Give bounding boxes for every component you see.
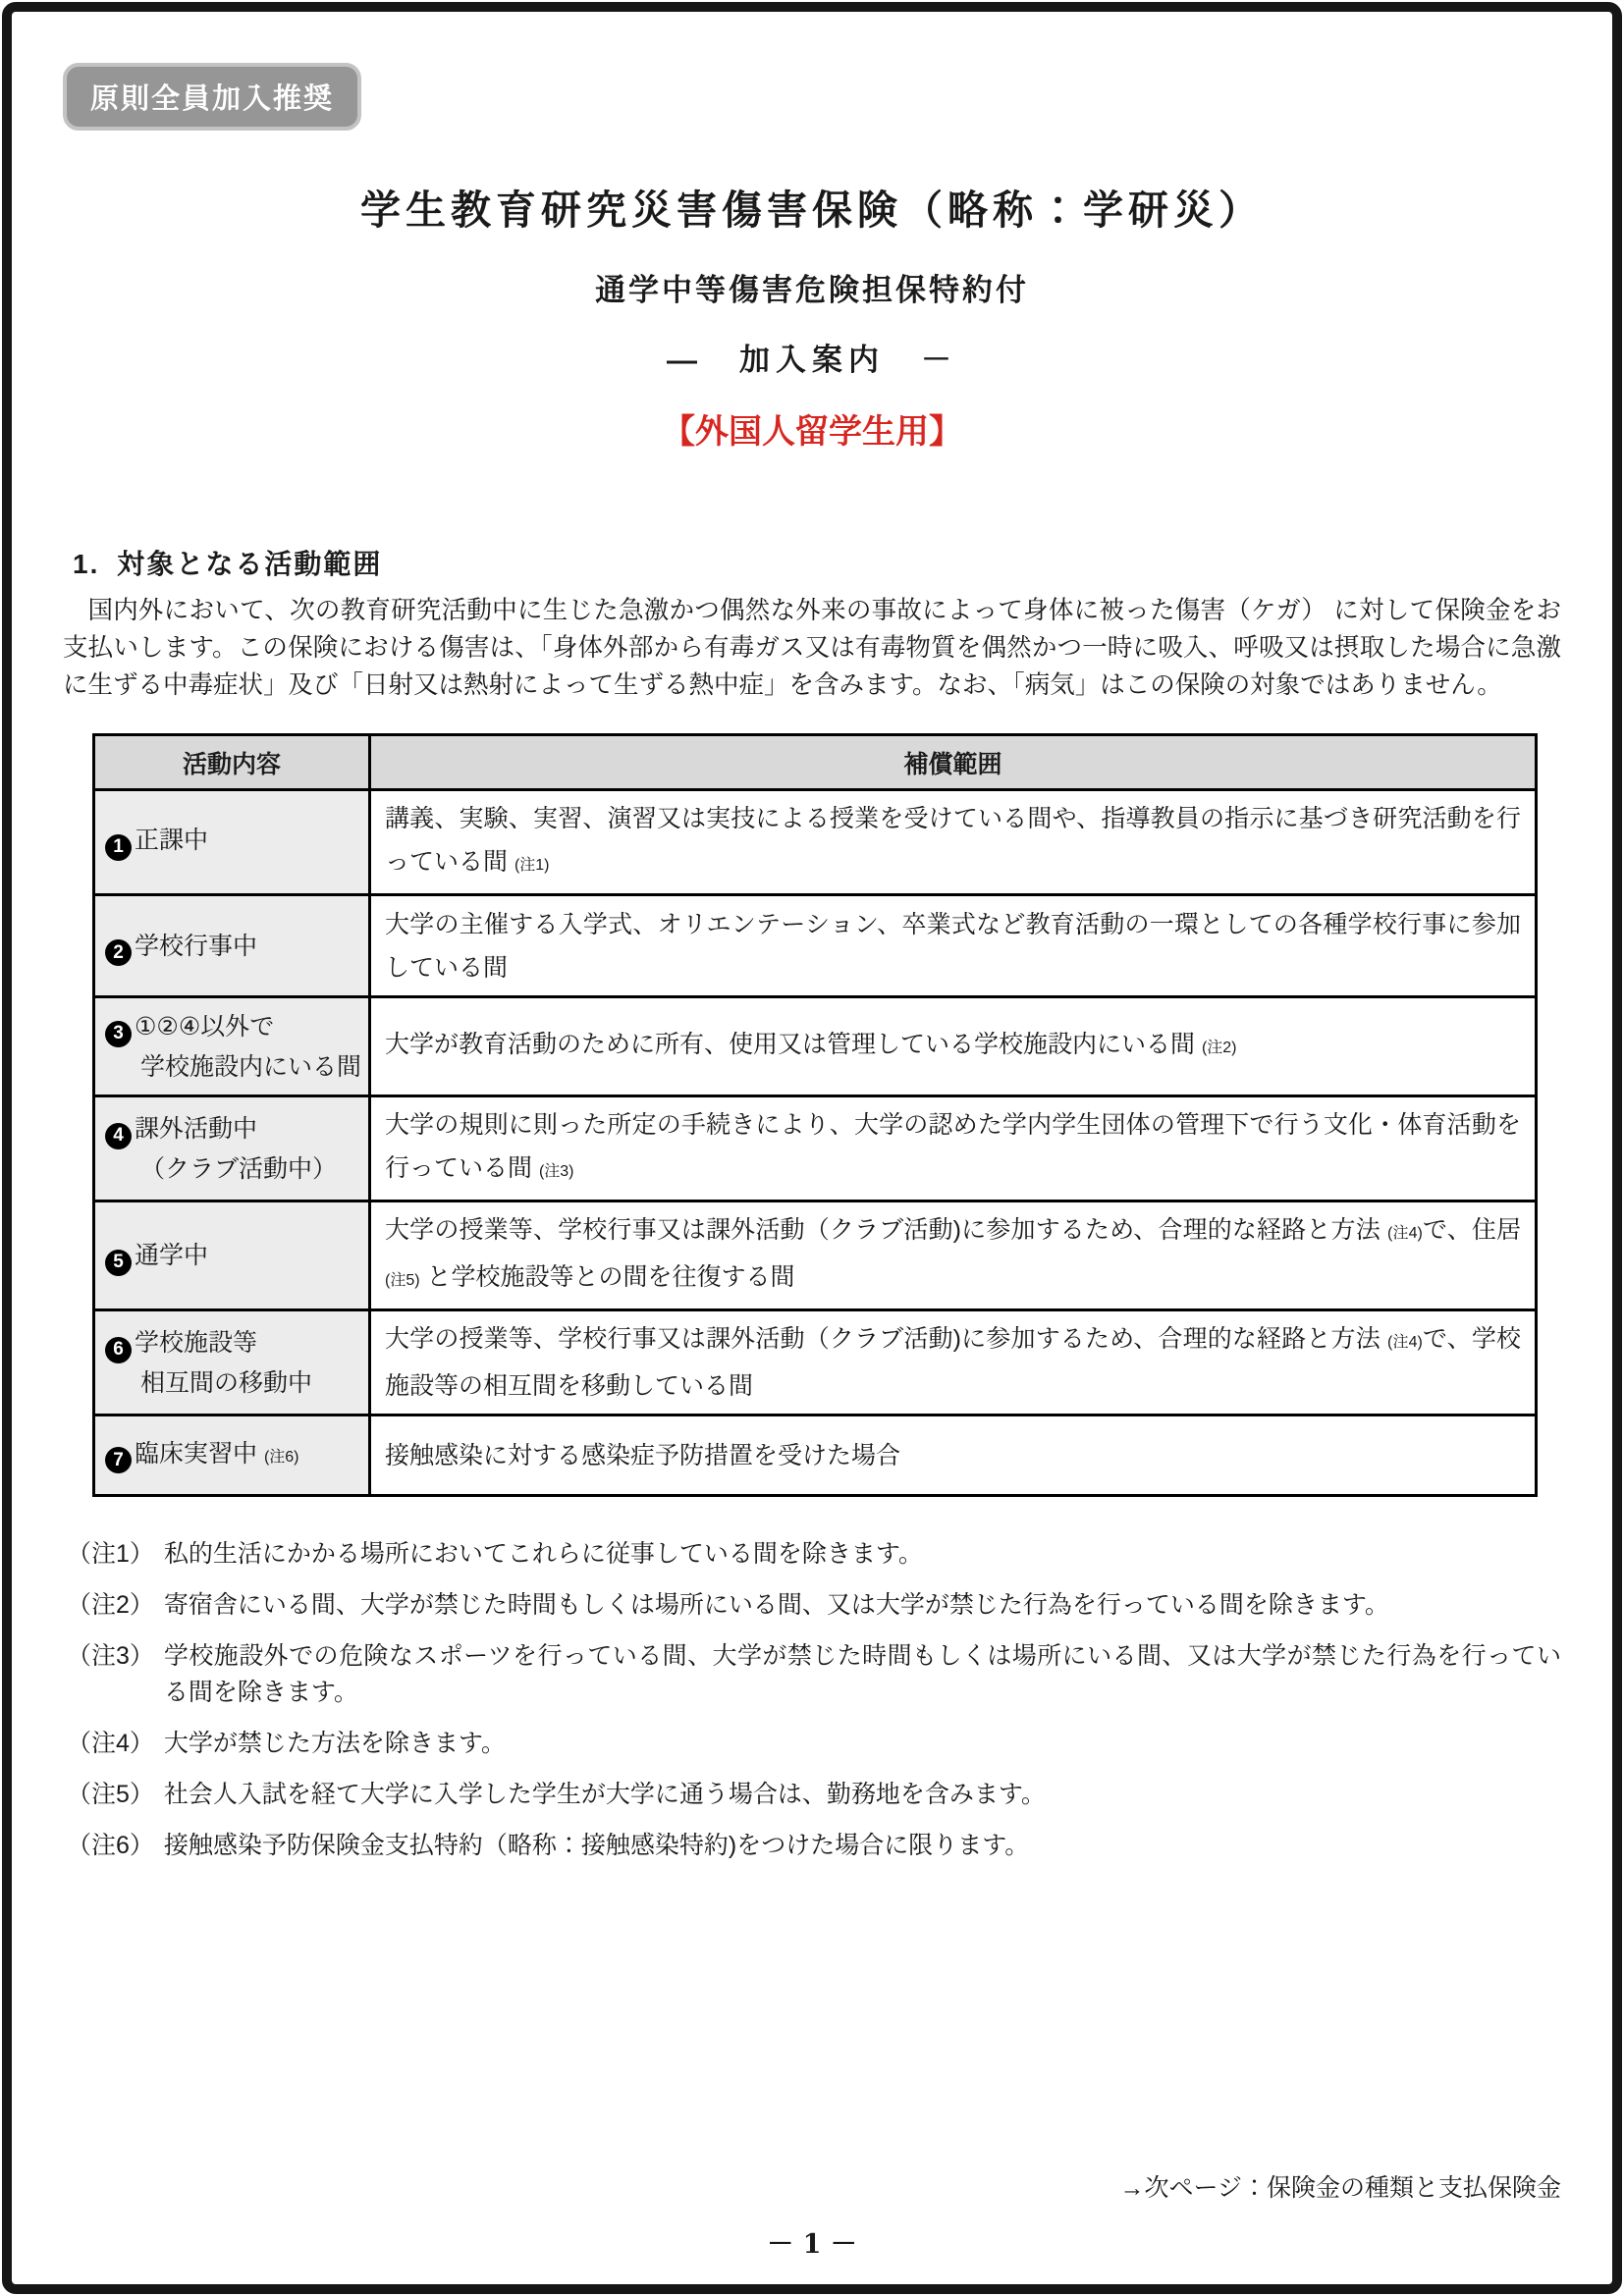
coverage-text: 大学の授業等、学校行事又は課外活動（クラブ活動)に参加するため、合理的な経路と方法 (注4)で、住居 (注5) と学校施設等との間を往復する間 (370, 1201, 1537, 1310)
note-text: 接触感染予防保険金支払特約（略称：接触感染特約)をつけた場合に限ります。 (163, 1832, 1030, 1859)
activity-label: 3 ①②④以外で (105, 1006, 364, 1047)
column-header-activity: 活動内容 (94, 735, 370, 790)
coverage-text: 大学の授業等、学校行事又は課外活動（クラブ活動)に参加するため、合理的な経路と方法 (注4)で、学校施設等の相互間を移動している間 (370, 1310, 1537, 1415)
circled-number-icon: 7 (105, 1447, 132, 1473)
note-label: （注1） (67, 1540, 154, 1568)
title-block (63, 178, 1561, 453)
section-heading-text: 対象となる活動範囲 (117, 549, 383, 579)
coverage-text: 大学の主催する入学式、オリエンテーション、卒業式など教育活動の一環としての各種学校行事に参加している間 (370, 895, 1537, 997)
note-label: （注4） (67, 1730, 154, 1757)
coverage-text: 大学の規則に則った所定の手続きにより、大学の認めた学内学生団体の管理下で行う文化・体育活動を行っている間 (注3) (370, 1096, 1537, 1201)
activity-coverage-table (92, 733, 1538, 1497)
circled-number-icon: 4 (105, 1123, 132, 1149)
activity-label: 1 正課中 (105, 820, 364, 865)
note-text: 大学が禁じた方法を除きます。 (163, 1730, 506, 1757)
table-row (94, 1201, 1537, 1310)
activity-label: 5 通学中 (105, 1235, 364, 1276)
table-row (94, 1096, 1537, 1201)
section-paragraph: 国内外において、次の教育研究活動中に生じた急激かつ偶然な外来の事故によって身体に被った傷害（ケガ） に対して保険金をお支払いします。この保険における傷害は、「身体外部から有毒ガス又は有毒物質を偶然かつ一時に吸入、呼吸又は摂取した場合に急激に生ずる中毒症状」及び「日射又は熱射によって生ずる熱中症」を含みます。なお、「病気」はこの保険の対象ではありません。 (63, 597, 1561, 699)
note-label: （注6） (67, 1832, 154, 1859)
table-row (94, 1310, 1537, 1415)
circled-number-icon: 2 (105, 939, 132, 966)
note-item (67, 1828, 1561, 1864)
note-text: 社会人入試を経て大学に入学した学生が大学に通う場合は、勤務地を含みます。 (163, 1781, 1046, 1808)
note-item (67, 1726, 1561, 1762)
table-row (94, 895, 1537, 997)
table-row (94, 997, 1537, 1096)
notes-list (67, 1536, 1561, 1864)
circled-number-icon: 3 (105, 1021, 132, 1047)
note-label: （注3） (67, 1642, 154, 1670)
activity-label: 2 学校行事中 (105, 926, 364, 967)
activity-label: 6 学校施設等 (105, 1322, 364, 1363)
activity-label-line2: （クラブ活動中） (140, 1155, 338, 1183)
activity-label-line2: 相互間の移動中 (140, 1369, 313, 1397)
circled-number-icon: 6 (105, 1337, 132, 1363)
next-page-note: →次ページ：保険金の種類と支払保険金 (1119, 2174, 1561, 2202)
document-title: 学生教育研究災害傷害保険（略称：学研災） (360, 187, 1264, 233)
coverage-text: 大学が教育活動のために所有、使用又は管理している学校施設内にいる間 (注2) (370, 997, 1537, 1096)
coverage-text: 接触感染に対する感染症予防措置を受けた場合 (370, 1415, 1537, 1496)
recommendation-badge: 原則全員加入推奨 (63, 63, 361, 131)
circled-number-icon: 1 (105, 834, 132, 861)
page-number: － 1 － (767, 2229, 857, 2260)
coverage-text: 講義、実験、実習、演習又は実技による授業を受けている間や、指導教員の指示に基づき研究活動を行っている間 (注1) (370, 790, 1537, 895)
circled-number-icon: 5 (105, 1250, 132, 1276)
note-item (67, 1536, 1561, 1573)
activity-label-line2: 学校施設内にいる間 (140, 1053, 362, 1081)
note-item (67, 1777, 1561, 1813)
document-page (12, 12, 1612, 2284)
audience-label: 【外国人留学生用】 (662, 413, 962, 451)
note-text: 寄宿舎にいる間、大学が禁じた時間もしくは場所にいる間、又は大学が禁じた行為を行っている間を除きます。 (163, 1591, 1389, 1619)
section-activity-scope (63, 543, 1561, 704)
note-text: 学校施設外での危険なスポーツを行っている間、大学が禁じた時間もしくは場所にいる間、又は大学が禁じた行為を行っている間を除きます。 (163, 1642, 1561, 1706)
activity-label: 4 課外活動中 (105, 1108, 364, 1149)
section-heading (73, 543, 1561, 582)
note-label: （注2） (67, 1591, 154, 1619)
note-text: 私的生活にかかる場所においてこれらに従事している間を除きます。 (163, 1540, 923, 1568)
document-subtitle: 通学中等傷害危険担保特約付 (595, 273, 1029, 307)
activity-label: 7 臨床実習中 (注6) (105, 1433, 364, 1478)
section-number: 1. (73, 549, 100, 579)
column-header-coverage: 補償範囲 (370, 735, 1537, 790)
note-label: （注5） (67, 1781, 154, 1808)
table-row (94, 1415, 1537, 1496)
table-header-row (94, 735, 1537, 790)
note-item (67, 1587, 1561, 1624)
note-item (67, 1638, 1561, 1711)
guide-line: ― 加入案内 － (667, 343, 957, 377)
table-row (94, 790, 1537, 895)
